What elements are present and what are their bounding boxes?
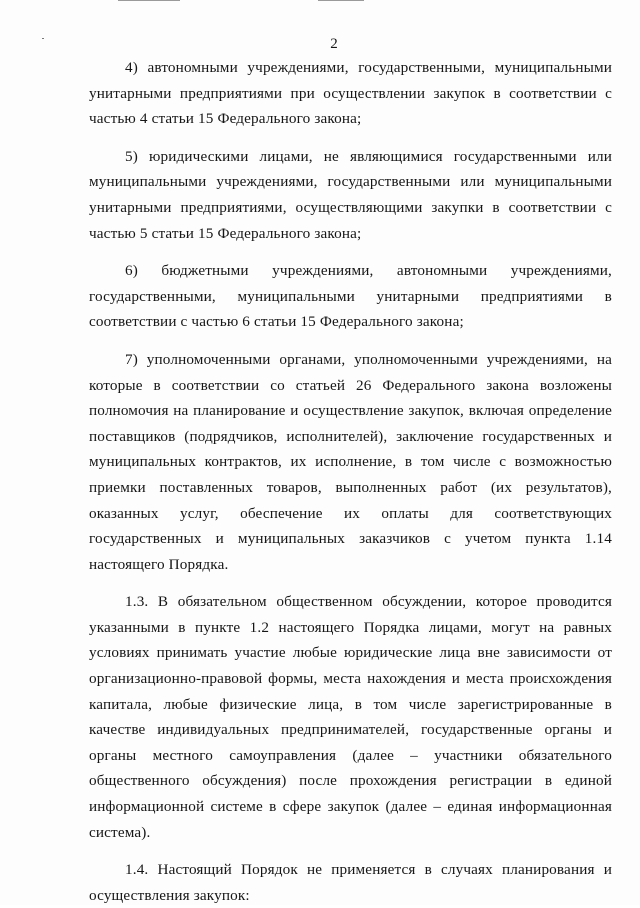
list-item-5: 5) юридическими лицами, не являющимися государственными или муниципальными учреждениями, государственными или муниципальными унитарными предприятиями, осуществляющими закупки в соответствии с частью 5 статьи 15 Федерального закона;	[89, 147, 612, 242]
document-body	[89, 55, 612, 908]
scan-artifact-top-right	[318, 0, 364, 1]
list-item-7: 7) уполномоченными органами, уполномоченными учреждениями, на которые в соответствии со статьей 26 Федерального закона возложены полномочия на планирование и осуществление закупок, включая определение поставщиков (подрядчиков, исполнителей), заключение государственных и муниципальных контрактов, их исполнение, в том числе с возможностью приемки поставленных товаров, выполненных работ (их результатов), оказанных услуг, обеспечение их оплаты для соответствующих государственных и муниципальных заказчиков с учетом пункта 1.14 настоящего Порядка.	[89, 350, 612, 573]
page-number: 2	[330, 36, 338, 52]
scan-artifact-top-left	[118, 0, 180, 1]
paragraph-1-4: 1.4. Настоящий Порядок не применяется в случаях планирования и осуществления закупок:	[89, 861, 612, 904]
list-item-6: 6) бюджетными учреждениями, автономными учреждениями, государственными, муниципальными унитарными предприятиями в соответствии с частью 6 статьи 15 Федерального закона;	[89, 262, 612, 331]
paragraph-1-3: 1.3. В обязательном общественном обсуждении, которое проводится указанными в пункте 1.2 настоящего Порядка лицами, могут на равных условиях принимать участие любые юридические лица вне зависимости от организационно-правовой формы, места нахождения и места происхождения капитала, любые физические лица, в том числе зарегистрированные в качестве индивидуальных предпринимателей, государственные органы и органы местного самоуправления (далее – участники обязательного общественного обсуждения) после прохождения регистрации в единой информационной системе в сфере закупок (далее – единая информационная система).	[89, 593, 612, 841]
list-item-4: 4) автономными учреждениями, государственными, муниципальными унитарными предприятиями при осуществлении закупок в соответствии с частью 4 статьи 15 Федерального закона;	[89, 59, 612, 128]
